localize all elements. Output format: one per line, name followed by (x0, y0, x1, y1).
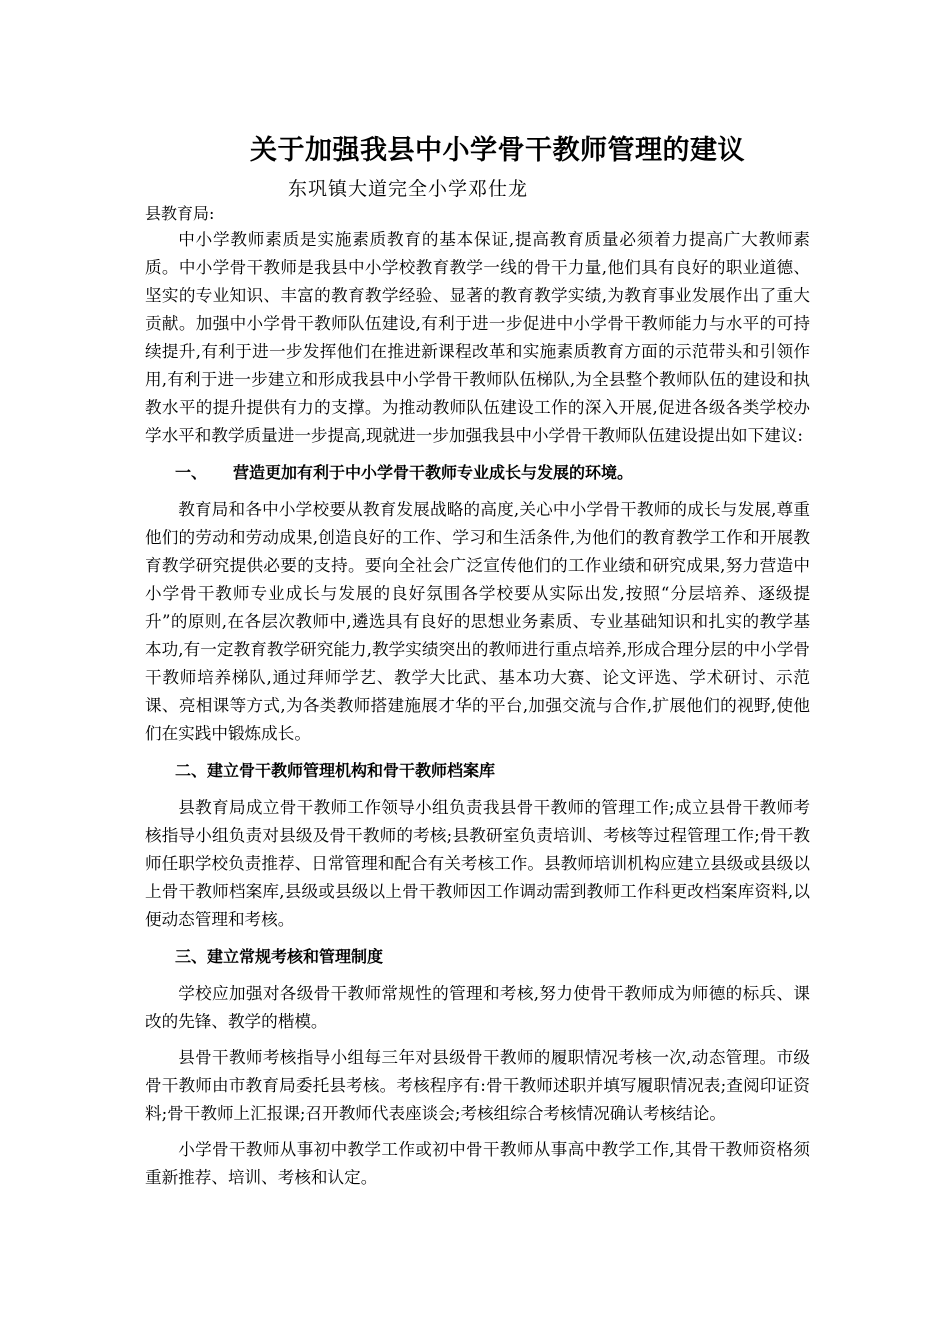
section-paragraph: 学校应加强对各级骨干教师常规性的管理和考核,努力使骨干教师成为师德的标兵、课改的先锋、教学的楷模。 (145, 984, 810, 1031)
intro-paragraph: 中小学教师素质是实施素质教育的基本保证,提高教育质量必须着力提高广大教师素质。中小学骨干教师是我县中小学校教育教学一线的骨干力量,他们具有良好的职业道德、坚实的专业知识、丰富的教育教学经验、显著的教育教学实绩,为教育事业发展作出了重大贡献。加强中小学骨干教师队伍建设,有利于进一步促进中小学骨干教师能力与水平的可持续提升,有利于进一步发挥他们在推进新课程改革和实施素质教育方面的示范带头和引领作用,有利于进一步建立和形成我县中小学骨干教师队伍梯队,为全县整个教师队伍的建设和执教水平的提升提供有力的支撑。为推动教师队伍建设工作的深入开展,促进各级各类学校办学水平和教学质量进一步提高,现就进一步加强我县中小学骨干教师队伍建设提出如下建议: (145, 230, 810, 445)
section-heading: 三、建立常规考核和管理制度 (175, 947, 384, 966)
section-3 (145, 942, 810, 1192)
section-heading: 二、建立骨干教师管理机构和骨干教师档案库 (175, 761, 496, 780)
section-heading-text: 营造更加有利于中小学骨干教师专业成长与发展的环境。 (233, 463, 634, 482)
document-author: 东巩镇大道完全小学邓仕龙 (288, 178, 529, 200)
document-title: 关于加强我县中小学骨干教师管理的建议 (250, 135, 745, 166)
section-paragraph: 县教育局成立骨干教师工作领导小组负责我县骨干教师的管理工作;成立县骨干教师考核指导小组负责对县级及骨干教师的考核;县教研室负责培训、考核等过程管理工作;骨干教师任职学校负责推荐、日常管理和配合有关考核工作。县教师培训机构应建立县级或县级以上骨干教师档案库,县级或县级以上骨干教师因工作调动需到教师工作科更改档案库资料,以便动态管理和考核。 (145, 798, 810, 929)
section-1 (145, 458, 810, 748)
document-page (145, 132, 810, 1200)
section-heading (145, 458, 810, 488)
salutation: 县教育局: (145, 204, 215, 223)
section-number: 一、 (175, 463, 208, 482)
section-2 (145, 756, 810, 934)
section-paragraph: 教育局和各中小学校要从教育发展战略的高度,关心中小学骨干教师的成长与发展,尊重他们的劳动和劳动成果,创造良好的工作、学习和生活条件,为他们的教育教学工作和开展教育教学研究提供必要的支持。要向全社会广泛宣传他们的工作业绩和研究成果,努力营造中小学骨干教师专业成长与发展的良好氛围各学校要从实际出发,按照“分层培养、逐级提升”的原则,在各层次教师中,遴选具有良好的思想业务素质、专业基础知识和扎实的教学基本功,有一定教育教学研究能力,教学实绩突出的教师进行重点培养,形成合理分层的中小学骨干教师培养梯队,通过拜师学艺、教学大比武、基本功大赛、论文评选、学术研讨、示范课、亮相课等方式,为各类教师搭建施展才华的平台,加强交流与合作,扩展他们的视野,使他们在实践中锻炼成长。 (145, 500, 810, 743)
section-paragraph: 小学骨干教师从事初中教学工作或初中骨干教师从事高中教学工作,其骨干教师资格须重新推荐、培训、考核和认定。 (145, 1140, 810, 1187)
section-paragraph: 县骨干教师考核指导小组每三年对县级骨干教师的履职情况考核一次,动态管理。市级骨干教师由市教育局委托县考核。考核程序有:骨干教师述职并填写履职情况表;查阅印证资料;骨干教师上汇报课;召开教师代表座谈会;考核组综合考核情况确认考核结论。 (145, 1048, 810, 1123)
